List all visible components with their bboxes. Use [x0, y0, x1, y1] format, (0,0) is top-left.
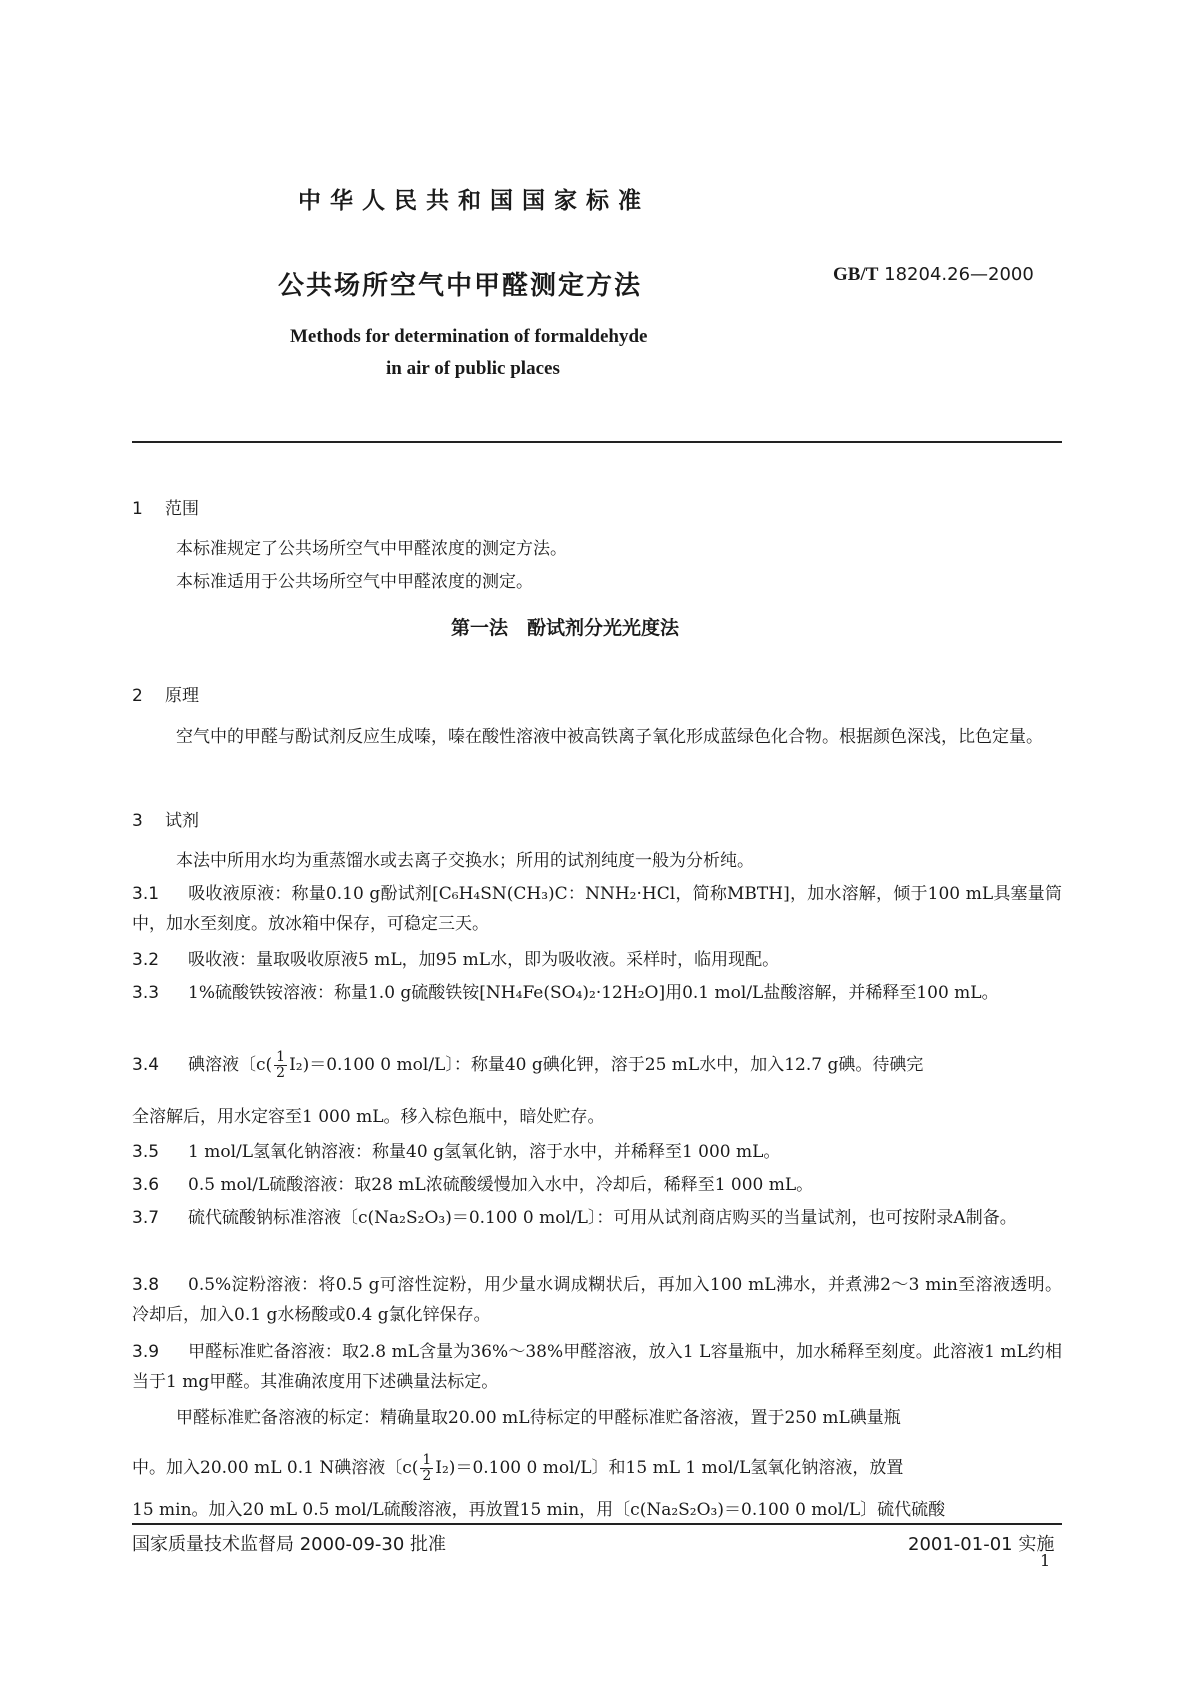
- standard-category-header: 中华人民共和国国家标准: [298, 188, 650, 214]
- standard-code: 18204.26—2000: [884, 264, 1034, 285]
- paragraph: [132, 1453, 903, 1484]
- effective-date: 2001-01-01 实施: [908, 1534, 1055, 1555]
- clause-text: 1%硫酸铁铵溶液：称量1.0 g硫酸铁铵[NH₄Fe(SO₄)₂·12H₂O]用0.1 mol/L盐酸溶解，并稀释至100 mL。: [188, 983, 999, 1003]
- paragraph: 空气中的甲醛与酚试剂反应生成嗪，嗪在酸性溶液中被高铁离子氧化形成蓝绿色化合物。根据颜色深浅，比色定量。: [176, 727, 1043, 747]
- clause-number: 3.6: [132, 1175, 160, 1195]
- clause-number: 3.5: [132, 1142, 160, 1162]
- paragraph: 本标准适用于公共场所空气中甲醛浓度的测定。: [176, 572, 533, 592]
- clause-number: 3.4: [132, 1055, 160, 1075]
- paragraph-text: 中。加入20.00 mL 0.1 N碘溶液〔c(: [132, 1458, 419, 1478]
- method-title: 第一法 酚试剂分光光度法: [451, 617, 680, 639]
- clause-3-7: [132, 1203, 1062, 1233]
- section-3-heading: [132, 806, 199, 831]
- section-2-heading: [132, 681, 199, 706]
- clause-3-2: [132, 945, 1062, 975]
- page-number: 1: [1040, 1551, 1051, 1570]
- clause-number: 3.1: [132, 884, 160, 904]
- clause-3-3: [132, 978, 1062, 1008]
- approval-note: 国家质量技术监督局 2000-09-30 批准: [132, 1534, 447, 1555]
- section-1-heading: [132, 494, 199, 519]
- paragraph: 甲醛标准贮备溶液的标定：精确量取20.00 mL待标定的甲醛标准贮备溶液，置于250 mL碘量瓶: [176, 1408, 901, 1428]
- english-title-line1: Methods for determination of formaldehyde: [290, 326, 648, 347]
- clause-text: 0.5 mol/L硫酸溶液：取28 mL浓硫酸缓慢加入水中，冷却后，稀释至1 000 mL。: [188, 1175, 814, 1195]
- footer-divider: [132, 1523, 1062, 1525]
- clause-3-9: [132, 1337, 1062, 1397]
- paragraph: 本标准规定了公共场所空气中甲醛浓度的测定方法。: [176, 539, 567, 559]
- fraction-denominator: 2: [276, 1065, 286, 1081]
- clause-3-6: [132, 1170, 1062, 1200]
- section-number: 1: [132, 499, 143, 519]
- clause-number: 3.3: [132, 983, 160, 1003]
- document-title: 公共场所空气中甲醛测定方法: [278, 271, 643, 301]
- standard-prefix: GB/T: [833, 264, 879, 285]
- clause-3-8: [132, 1270, 1062, 1330]
- clause-number: 3.9: [132, 1342, 160, 1362]
- header-divider: [132, 441, 1062, 443]
- clause-text: 硫代硫酸钠标准溶液〔c(Na₂S₂O₃)＝0.100 0 mol/L〕：可用从试剂商店购买的当量试剂，也可按附录A制备。: [188, 1208, 1017, 1228]
- clause-text: 吸收液原液：称量0.10 g酚试剂[C₆H₄SN(CH₃)C：NNH₂·HCl，简称MBTH]，加水溶解，倾于100 mL具塞量筒中，加水至刻度。放冰箱中保存，可稳定三天。: [132, 884, 1062, 934]
- fraction-numerator: 1: [276, 1049, 286, 1065]
- clause-3-1: [132, 879, 1062, 939]
- paragraph: 15 min。加入20 mL 0.5 mol/L硫酸溶液，再放置15 min，用〔c(Na₂S₂O₃)＝0.100 0 mol/L〕硫代硫酸: [132, 1500, 946, 1520]
- english-title-line2: in air of public places: [386, 358, 560, 379]
- section-number: 2: [132, 686, 143, 706]
- clause-number: 3.8: [132, 1275, 160, 1295]
- section-title: 试剂: [165, 811, 199, 831]
- clause-text: 甲醛标准贮备溶液：取2.8 mL含量为36%～38%甲醛溶液，放入1 L容量瓶中，加水稀释至刻度。此溶液1 mL约相当于1 mg甲醛。其准确浓度用下述碘量法标定。: [132, 1342, 1062, 1392]
- clause-text: 1 mol/L氢氧化钠溶液：称量40 g氢氧化钠，溶于水中，并稀释至1 000 mL。: [188, 1142, 781, 1162]
- standard-number: [833, 264, 1034, 286]
- section-number: 3: [132, 811, 143, 831]
- paragraph: 本法中所用水均为重蒸馏水或去离子交换水；所用的试剂纯度一般为分析纯。: [176, 851, 754, 871]
- fraction-denominator: 2: [422, 1468, 432, 1484]
- clause-3-4-continued: 全溶解后，用水定容至1 000 mL。移入棕色瓶中，暗处贮存。: [132, 1107, 605, 1127]
- clause-3-4: [132, 1050, 923, 1081]
- clause-number: 3.7: [132, 1208, 160, 1228]
- clause-3-5: [132, 1137, 1062, 1167]
- fraction: [274, 1050, 287, 1081]
- clause-text: 吸收液：量取吸收原液5 mL，加95 mL水，即为吸收液。采样时，临用现配。: [188, 950, 780, 970]
- fraction: [420, 1453, 433, 1484]
- section-title: 原理: [165, 686, 199, 706]
- clause-number: 3.2: [132, 950, 160, 970]
- clause-text: 0.5%淀粉溶液：将0.5 g可溶性淀粉，用少量水调成糊状后，再加入100 mL沸水，并煮沸2～3 min至溶液透明。冷却后，加入0.1 g水杨酸或0.4 g氯化锌保存。: [132, 1275, 1062, 1325]
- paragraph-text: I₂)＝0.100 0 mol/L〕和15 mL 1 mol/L氢氧化钠溶液，放置: [435, 1458, 904, 1478]
- fraction-numerator: 1: [422, 1452, 432, 1468]
- clause-text: 碘溶液〔c(: [188, 1055, 273, 1075]
- clause-text: I₂)＝0.100 0 mol/L〕：称量40 g碘化钾，溶于25 mL水中，加入12.7 g碘。待碘完: [289, 1055, 924, 1075]
- section-title: 范围: [165, 499, 199, 519]
